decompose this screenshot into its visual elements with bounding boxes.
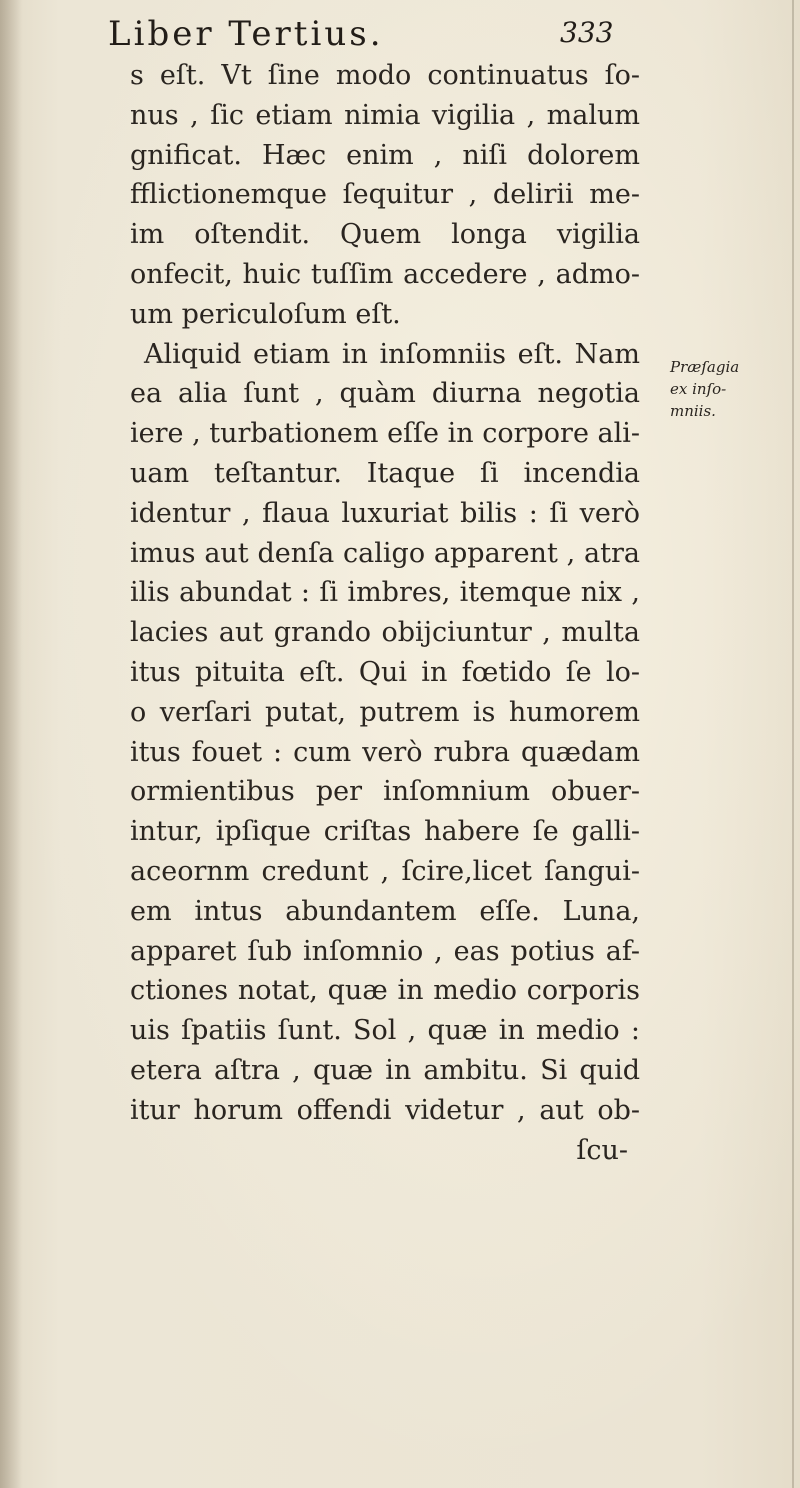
page-number: 333: [560, 16, 614, 49]
page-edge-rule: [792, 0, 794, 1488]
text-line: apparet ſub inſomnio , eas potius af-: [130, 935, 640, 967]
margin-note-line: ex inſo-: [670, 380, 727, 398]
text-line: nus , ſic etiam nimia vigilia , malum: [130, 99, 640, 131]
text-line: um periculoſum eſt.: [130, 298, 401, 330]
text-line: gnificat. Hæc enim , niſi dolorem: [130, 139, 640, 171]
text-line: iere , turbationem eſſe in corpore ali-: [130, 418, 640, 450]
running-head: Liber Tertius.: [108, 14, 384, 54]
body-text: [130, 56, 640, 1170]
margin-note-line: Præſagia: [670, 358, 740, 376]
catchword: ſcu-: [576, 1134, 628, 1166]
text-line: uis ſpatiis ſunt. Sol , quæ in medio :: [130, 1015, 640, 1047]
gutter-shadow: [0, 0, 22, 1488]
text-line: ormientibus per inſomnium obuer-: [130, 776, 640, 808]
text-line: s eſt. Vt ſine modo continuatus ſo-: [130, 60, 640, 91]
text-line: Aliquid etiam in inſomniis eſt. Nam: [144, 338, 640, 370]
margin-note-line: mniis.: [670, 402, 716, 420]
text-line: aceornm credunt , ſcire,licet ſangui-: [130, 855, 640, 887]
text-line: intur, ipſique criſtas habere ſe galli-: [130, 816, 640, 848]
text-line: im oſtendit. Quem longa vigilia: [130, 219, 640, 251]
text-line: uam teſtantur. Itaque ſi incendia: [130, 457, 640, 489]
text-line: itur horum offendi videtur , aut ob-: [130, 1094, 640, 1126]
text-line: onfecit, huic tuſſim accedere , admo-: [130, 258, 640, 290]
text-line: ctiones notat, quæ in medio corporis: [130, 975, 640, 1007]
text-line: lacies aut grando obijciuntur , multa: [130, 617, 640, 649]
text-line: itus fouet : cum verò rubra quædam: [130, 736, 640, 768]
text-line: ea alia ſunt , quàm diurna negotia: [130, 378, 640, 410]
text-line: etera aſtra , quæ in ambitu. Si quid: [130, 1054, 640, 1086]
text-line: fflictionemque ſequitur , delirii me-: [130, 179, 640, 211]
margin-note: [670, 356, 790, 422]
text-line: itus pituita eſt. Qui in fœtido ſe lo-: [130, 656, 640, 688]
text-line: identur , flaua luxuriat bilis : ſi verò: [130, 497, 640, 529]
text-line: imus aut denſa caligo apparent , atra: [130, 537, 640, 569]
text-line: o verſari putat, putrem is humorem: [130, 696, 640, 728]
text-line: em intus abundantem eſſe. Luna,: [130, 895, 640, 927]
text-line: ilis abundat : ſi imbres, itemque nix ,: [130, 577, 640, 609]
